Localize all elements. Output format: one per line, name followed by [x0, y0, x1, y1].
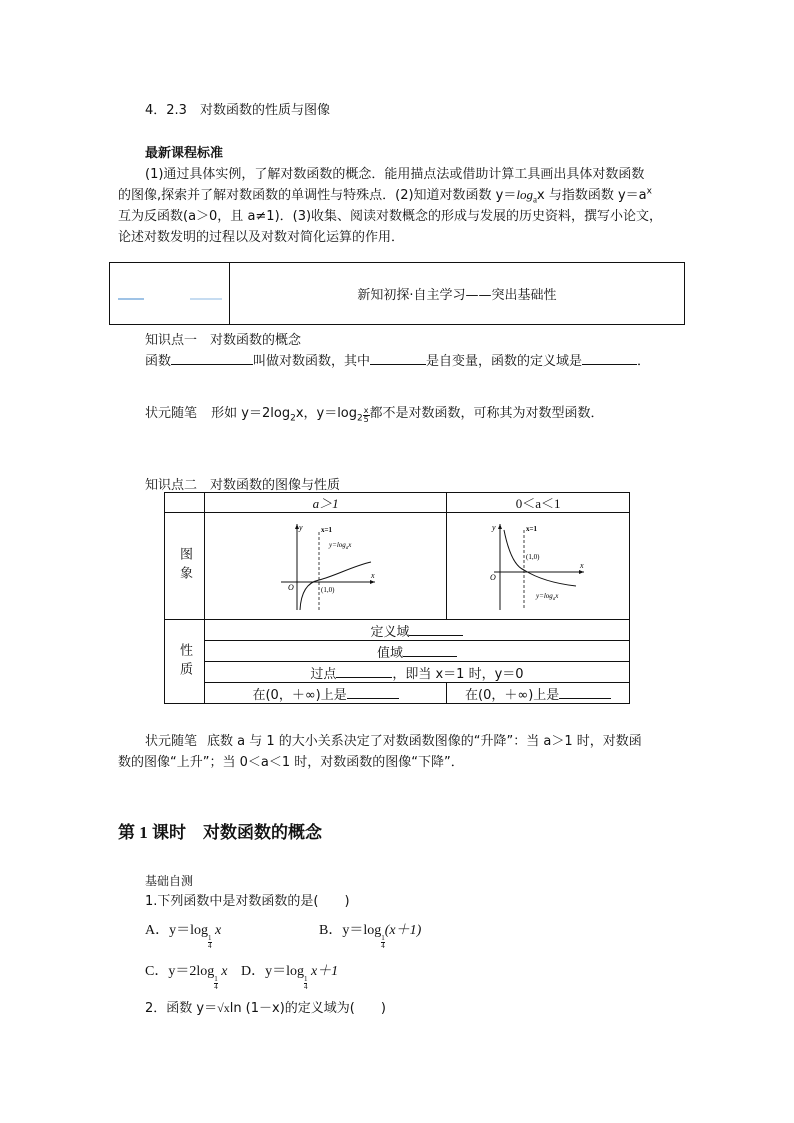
mono1-label: 在(0，＋∞)上是: [252, 687, 347, 703]
note1-frac-den: 5: [363, 415, 369, 424]
log-curve-increasing: [300, 562, 371, 610]
note2-label: 状元随笔: [145, 734, 198, 749]
row-header-props: 性质: [165, 620, 205, 704]
kp1-text-c: 是自变量，函数的定义域是: [426, 354, 583, 369]
graph-increasing: [271, 520, 381, 612]
mono2-label: 在(0，＋∞)上是: [465, 687, 560, 703]
note1: [145, 402, 604, 424]
curve-label: $y=\log_ax$: [328, 541, 351, 551]
standards-exp: x: [646, 186, 652, 197]
option-b-text: B．y＝log: [319, 923, 382, 938]
kp1-heading: 知识点一 对数函数的概念: [145, 333, 302, 348]
standards-line-4: 论述对数发明的过程以及对数对简化运算的作用．: [118, 230, 405, 245]
y-axis-arrow: [498, 524, 502, 529]
graph-cell-decreasing: [447, 513, 630, 620]
blank-domain-2: [409, 623, 463, 636]
option-a-base: $\frac{1}{4}$: [208, 934, 212, 950]
note1-sub1: 2: [290, 413, 296, 424]
note1-pre: 形如 y＝2log: [211, 406, 291, 421]
blank-variable: [370, 352, 426, 365]
note2-text-1: 底数 a 与 1 的大小关系决定了对数函数图像的“升降”：当 a＞1 时，对数函: [207, 734, 642, 749]
option-d-base: $\frac{1}{4}$: [303, 975, 308, 991]
blank-range: [403, 644, 457, 657]
note2-line-1: [145, 730, 642, 749]
note1-sub2: 2: [357, 413, 363, 424]
passes-text: ，即当 x＝1 时，y＝0: [392, 666, 524, 682]
log-curve-decreasing: [504, 530, 576, 586]
option-c-d: [145, 960, 338, 991]
option-d-text: D．y＝log: [240, 964, 304, 979]
blank-mono2: [559, 686, 611, 699]
blank-point: [336, 665, 392, 678]
q2-post: ln (1－x)的定义域为( ): [229, 1001, 386, 1016]
option-a: [145, 919, 221, 950]
lesson-title: 第 1 课时 对数函数的概念: [118, 823, 322, 842]
standards-log-base: a: [533, 194, 537, 205]
banner-left-cell: [110, 263, 230, 324]
question-1: 1.下列函数中是对数函数的是( ): [145, 894, 350, 909]
standards-log: log: [516, 187, 533, 202]
option-a-text: A．y＝log: [145, 923, 208, 938]
point-1-0-label: (1,0): [320, 586, 335, 594]
range-label: 值域: [376, 645, 403, 661]
q2-sqrt: √x: [217, 1001, 230, 1015]
q2-pre: 2．函数 y＝: [145, 1001, 218, 1016]
test-heading: 基础自测: [145, 874, 194, 888]
banner-title: 新知初探·自主学习——突出基础性: [357, 288, 557, 303]
passes-point-row: [204, 662, 629, 683]
x-axis-arrow: [370, 580, 375, 584]
monotonic-increasing-cell: [204, 683, 446, 704]
y-label: y: [492, 523, 496, 532]
curve-label: $y=\log_ax$: [536, 592, 559, 602]
log-properties-table: [164, 492, 630, 704]
domain-row: [204, 620, 629, 641]
kp1-text-b: 叫做对数函数，其中: [253, 354, 371, 369]
point-1-0-label: (1,0): [526, 553, 540, 561]
origin-label: O: [490, 573, 496, 582]
kp1-text-a: 函数: [145, 354, 172, 369]
note1-post: 都不是对数函数，可称其为对数型函数．: [369, 406, 604, 421]
x-label: x: [580, 561, 584, 570]
question-2: [145, 997, 386, 1016]
banner-decor-bar: [118, 298, 144, 300]
standards-line-2: [118, 184, 652, 205]
standards-line-2-pre: 的图像,探索并了解对数函数的单调性与特殊点．(2)知道对数函数 y＝: [118, 188, 517, 203]
x-axis-arrow: [579, 570, 584, 574]
x-label: x: [370, 571, 375, 580]
kp1-line: [145, 350, 650, 369]
option-b-var: (x＋1): [384, 923, 422, 938]
note1-mid: x，y＝log: [295, 406, 358, 421]
standards-line-1: (1)通过具体实例，了解对数函数的概念．能用描点法或借助计算工具画出具体对数函数: [145, 167, 645, 182]
x-equals-1-label: x=1: [526, 525, 538, 533]
banner-decor-bar: [190, 298, 222, 300]
col-header-a-lt-1: 0＜a＜1: [447, 493, 630, 513]
row-header-graph: 图象: [165, 513, 205, 620]
col-header-a-gt-1: a＞1: [204, 493, 446, 513]
option-c-var: x: [221, 964, 228, 979]
passes-label: 过点: [310, 666, 337, 682]
note1-fraction: [363, 407, 370, 424]
kp2-heading: 知识点二 对数函数的图像与性质: [145, 478, 341, 493]
standards-line-3: 互为反函数(a＞0，且 a≠1)．(3)收集、阅读对数概念的形成与发展的历史资料，撰写小论文，: [118, 209, 663, 224]
range-row: [204, 641, 629, 662]
option-b-base: $\frac{1}{4}$: [381, 934, 385, 950]
standards-heading: 最新课程标准: [145, 146, 224, 161]
kp1-text-d: ．: [637, 354, 651, 369]
x-equals-1-label: x=1: [320, 526, 332, 534]
graph-decreasing: [488, 520, 588, 612]
graph-cell-increasing: [204, 513, 446, 620]
section-title: 4．2.3 对数函数的性质与图像: [145, 103, 330, 118]
table-corner: [165, 493, 205, 513]
option-d-var: x＋1: [310, 964, 339, 979]
note2-line-2: 数的图像“上升”；当 0＜a＜1 时，对数函数的图像“下降”．: [118, 755, 464, 770]
note1-frac-num: x: [363, 406, 369, 415]
option-c-text: C．y＝2log: [145, 964, 215, 979]
option-a-var: x: [215, 923, 222, 938]
blank-function: [171, 352, 253, 365]
note1-label: 状元随笔: [145, 406, 198, 421]
section-banner: [109, 262, 685, 325]
option-c-base: $\frac{1}{4}$: [214, 975, 218, 991]
option-b: [319, 919, 421, 950]
domain-label: 定义域: [370, 624, 410, 640]
blank-mono1: [347, 686, 399, 699]
blank-domain: [582, 352, 637, 365]
origin-label: O: [287, 583, 294, 592]
y-label: y: [298, 523, 303, 532]
monotonic-decreasing-cell: [447, 683, 630, 704]
standards-line-2-mid: x 与指数函数 y＝a: [537, 188, 647, 203]
